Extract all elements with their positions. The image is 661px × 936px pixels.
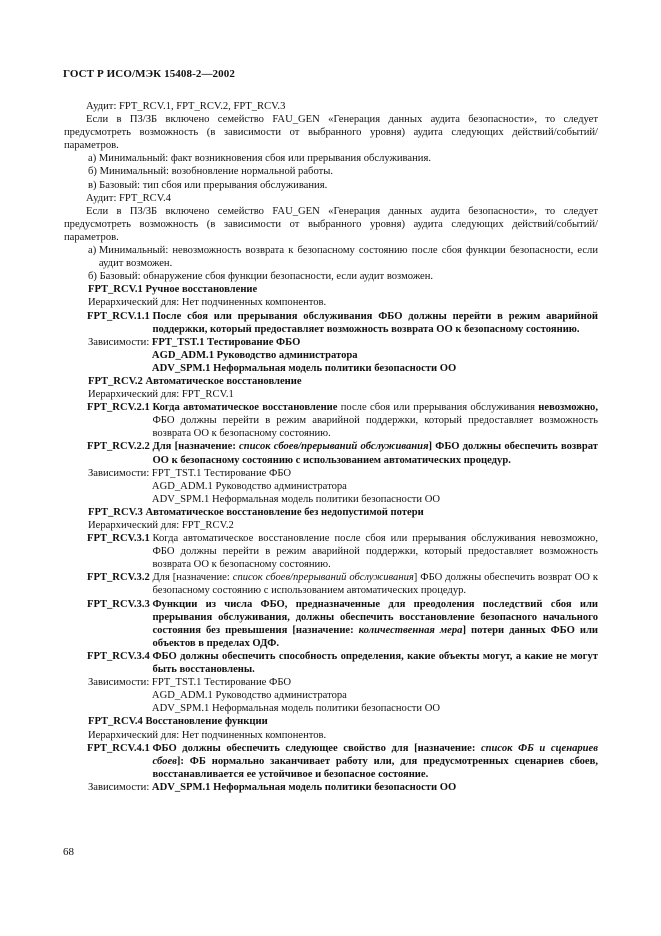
element-text	[152, 742, 598, 781]
dependencies	[88, 467, 598, 506]
dependencies	[88, 336, 598, 375]
component-element	[87, 310, 598, 336]
element-text-part: ФБО должны обеспечить следующее свойство для [назначение:	[152, 742, 481, 754]
dependencies-list	[152, 336, 598, 375]
element-text-part: Для [назначение:	[152, 441, 240, 453]
assignment-italic: список ФБ и сценариев сбоев	[152, 742, 598, 767]
element-text-bold: Когда автоматическое восстановление	[152, 402, 338, 414]
audit-title-2: Аудит: FPT_RCV.4	[86, 192, 171, 204]
dependency-item: ADV_SPM.1 Неформальная модель политики безопасности ОО	[151, 493, 441, 505]
component-element	[87, 598, 598, 650]
audit-item	[88, 270, 598, 283]
element-id: FPT_RCV.3.1	[87, 533, 153, 545]
element-text	[152, 440, 598, 466]
component-element	[87, 742, 598, 781]
dependencies-list	[152, 676, 598, 715]
dependency-item: FPT_TST.1 Тестирование ФБО	[151, 467, 292, 479]
dependencies-list	[152, 467, 598, 506]
dependencies-label: Зависимости:	[88, 677, 152, 689]
audit-item	[88, 244, 598, 270]
element-text-part: ФБО должны перейти в режим аварийной поддержки, который предоставляет возможность возврата ОО к безопасному состоянию.	[152, 415, 598, 440]
dependency-item: AGD_ADM.1 Руководство администратора	[151, 480, 347, 492]
element-text: ФБО должны обеспечить способность определения, какие объекты могут, а какие не могут быть восстановлены.	[152, 650, 598, 676]
dependencies-label: Зависимости:	[88, 781, 152, 793]
component-element	[87, 532, 598, 571]
audit-intro-1: Если в ПЗ/ЗБ включено семейство FAU_GEN «Генерация данных аудита безопасности», то следует предусмотреть возможность (в зависимости от выбранного уровня) аудита следующих действий/событий/параметров.	[64, 114, 598, 152]
audit-item: б) Минимальный: возобновление нормальной работы.	[88, 166, 334, 178]
dependencies-list	[152, 781, 598, 794]
element-text-part: ] ФБО должны обеспечить возврат ОО к безопасному состоянию с использованием автоматических процедур.	[152, 441, 598, 466]
element-id: FPT_RCV.3.2	[87, 572, 153, 584]
hierarchy-line: Иерархический для: Нет подчиненных компонентов.	[88, 297, 327, 309]
dependency-item: FPT_TST.1 Тестирование ФБО	[151, 677, 292, 689]
document-body	[64, 100, 598, 794]
element-text-part: Функции из числа ФБО, предназначенные для преодоления последствий сбоя или прерывания обслуживания, должны обеспечить восстановление безопасного начального состояния без превышения [назначение:	[152, 598, 598, 636]
element-id: FPT_RCV.3.3	[87, 598, 153, 610]
component-title: FPT_RCV.1 Ручное восстановление	[88, 284, 258, 296]
element-id: FPT_RCV.3.4	[87, 650, 153, 662]
element-text-part: ] ФБО должны обеспечить возврат ОО к безопасному состоянию с использованием автоматических процедур.	[152, 572, 598, 597]
audit-item: а) Минимальный: факт возникновения сбоя или прерывания обслуживания.	[88, 153, 431, 165]
audit-title-1: Аудит: FPT_RCV.1, FPT_RCV.2, FPT_RCV.3	[86, 101, 286, 112]
element-text-part: после сбоя или прерывания обслуживания	[337, 402, 539, 414]
audit-item-label: б)	[88, 271, 100, 283]
element-id: FPT_RCV.4.1	[87, 742, 153, 754]
dependency-item: ADV_SPM.1 Неформальная модель политики безопасности ОО	[151, 703, 441, 715]
hierarchy-line: Иерархический для: FPT_RCV.2	[88, 520, 234, 531]
component-element	[87, 650, 598, 676]
element-text	[152, 401, 598, 440]
element-text-bold: невозможно,	[538, 402, 598, 414]
assignment-italic: список сбоев/прерываний обслуживания	[232, 572, 414, 584]
component-title: FPT_RCV.4 Восстановление функции	[88, 716, 268, 728]
component-element	[87, 440, 598, 466]
hierarchy-line: Иерархический для: FPT_RCV.1	[88, 389, 234, 401]
audit-item-text: Базовый: обнаружение сбоя функции безопасности, если аудит возможен.	[99, 271, 434, 283]
dependencies-label: Зависимости:	[88, 467, 152, 479]
element-id: FPT_RCV.1.1	[87, 310, 153, 322]
page-header: ГОСТ Р ИСО/МЭК 15408-2—2002	[63, 68, 235, 80]
element-text-part: Для [назначение:	[152, 572, 233, 584]
element-text: Когда автоматическое восстановление после сбоя или прерывания обслуживания невозможно, ФБО должны перейти в режим аварийной поддержки, который предоставляет возможность возврата ОО к безопасному состоянию.	[152, 533, 598, 571]
dependency-item: ADV_SPM.1 Неформальная модель политики безопасности ОО	[151, 362, 457, 374]
audit-item-text: Минимальный: невозможность возврата к безопасному состоянию после сбоя функции безопасности, если аудит возможен.	[98, 245, 598, 270]
element-text	[152, 598, 598, 650]
component-element	[87, 401, 598, 440]
element-id: FPT_RCV.2.2	[87, 441, 153, 453]
audit-intro-2: Если в ПЗ/ЗБ включено семейство FAU_GEN «Генерация данных аудита безопасности», то следует предусмотреть возможность (в зависимости от выбранного уровня) аудита следующих действий/событий/параметров.	[64, 205, 598, 243]
dependencies	[88, 676, 598, 715]
dependency-item: AGD_ADM.1 Руководство администратора	[151, 349, 358, 361]
element-text-part: ] потери данных ФБО или объектов в пределах ОДФ.	[152, 624, 598, 649]
assignment-italic: количественная мера	[358, 624, 463, 636]
page-number: 68	[63, 846, 74, 858]
element-text: После сбоя или прерывания обслуживания ФБО должны перейти в режим аварийной поддержки, который предоставляет возможность возврата ОО к безопасному состоянию.	[152, 310, 598, 335]
dependencies-label: Зависимости:	[88, 336, 152, 348]
dependency-item: FPT_TST.1 Тестирование ФБО	[151, 336, 301, 348]
component-title: FPT_RCV.3 Автоматическое восстановление без недопустимой потери	[88, 506, 424, 518]
audit-item: в) Базовый: тип сбоя или прерывания обслуживания.	[88, 179, 328, 191]
component-title: FPT_RCV.2 Автоматическое восстановление	[88, 375, 302, 387]
hierarchy-line: Иерархический для: Нет подчиненных компонентов.	[88, 729, 327, 741]
dependency-item: ADV_SPM.1 Неформальная модель политики безопасности ОО	[151, 781, 457, 793]
element-text-part: ]: ФБ нормально заканчивает работу или, для предусмотренных сценариев сбоев, восстанавливается ее устойчивое и безопасное состояние.	[152, 755, 598, 780]
audit-item-label: а)	[88, 245, 99, 257]
assignment-italic: список сбоев/прерываний обслуживания	[239, 441, 429, 453]
element-text	[152, 571, 598, 597]
component-element	[87, 571, 598, 597]
element-id: FPT_RCV.2.1	[87, 402, 153, 414]
dependencies	[88, 781, 598, 794]
dependency-item: AGD_ADM.1 Руководство администратора	[151, 690, 347, 702]
